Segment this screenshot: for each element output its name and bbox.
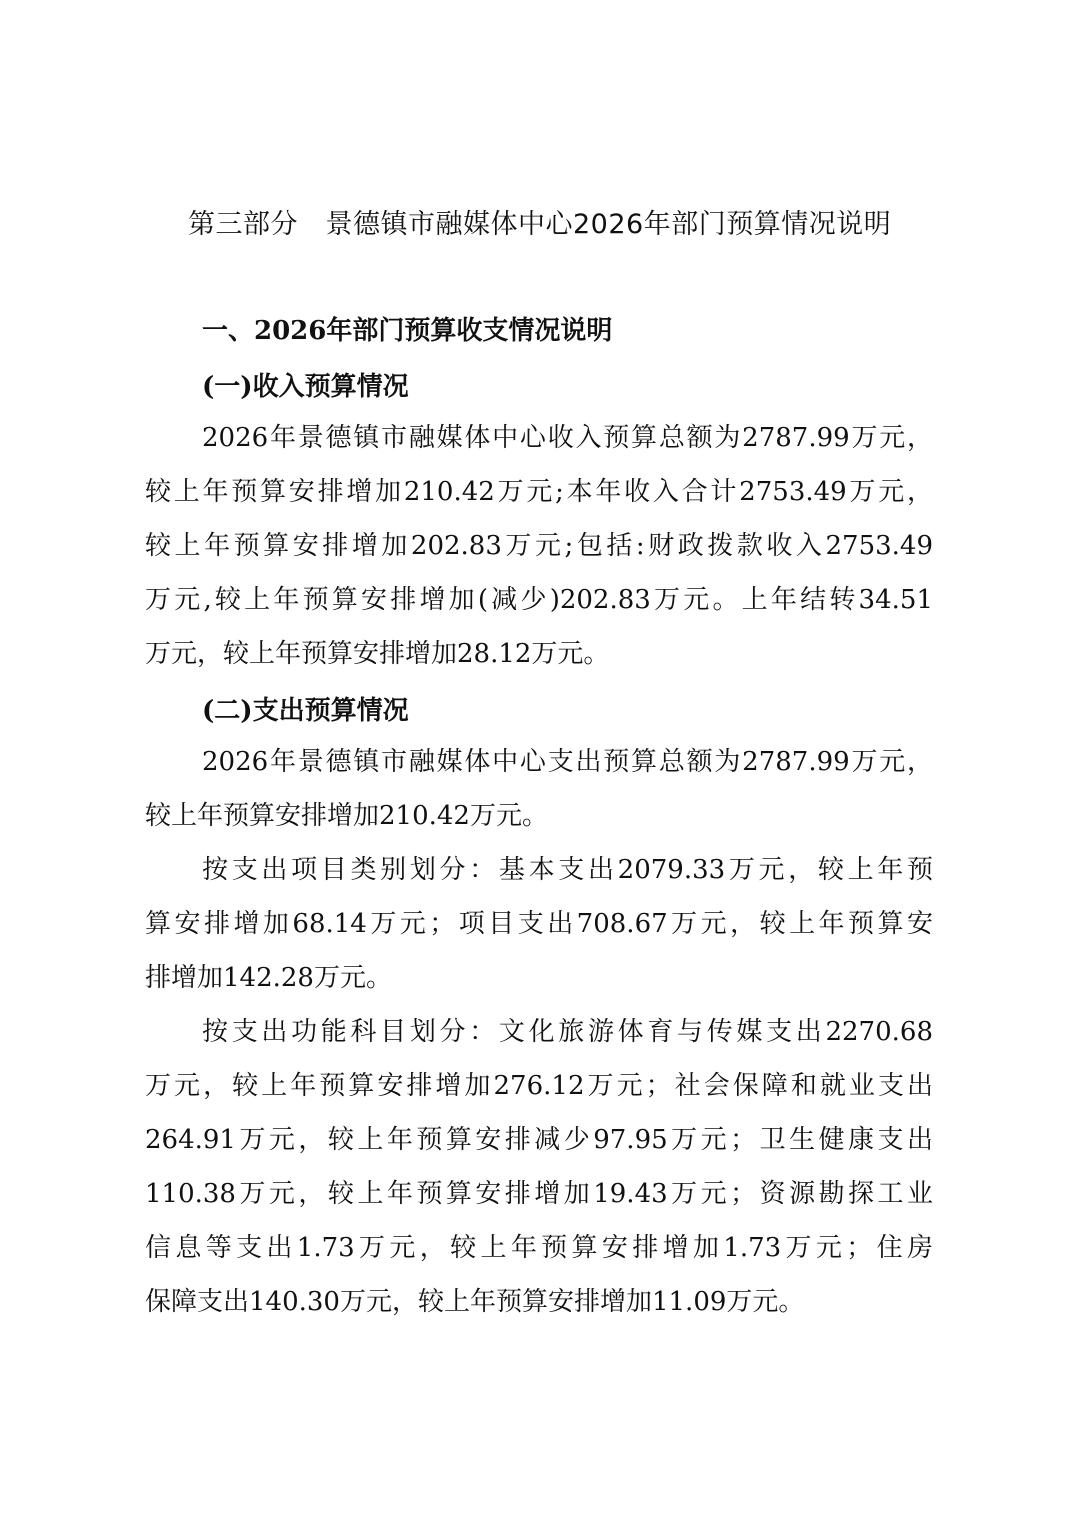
text-line: 110.38万元，较上年预算安排增加19.43万元；资源勘探工业: [145, 1179, 933, 1209]
subheading-expense: (二)支出预算情况: [202, 696, 409, 726]
page-title: 第三部分 景德镇市融媒体中心2026年部门预算情况说明: [188, 209, 892, 240]
text-line: 较上年预算安排增加210.42万元;本年收入合计2753.49万元，: [145, 477, 933, 507]
subheading-income: (一)收入预算情况: [202, 372, 409, 402]
text-line: 2026年景德镇市融媒体中心收入预算总额为2787.99万元，: [202, 423, 933, 453]
text-line: 较上年预算安排增加210.42万元。: [145, 801, 548, 831]
text-line: 按支出功能科目划分：文化旅游体育与传媒支出2270.68: [202, 1017, 933, 1047]
text-line: 信息等支出1.73万元，较上年预算安排增加1.73万元；住房: [145, 1233, 933, 1263]
text-line: 万元，较上年预算安排增加276.12万元；社会保障和就业支出: [145, 1071, 933, 1101]
text-line: 万元,较上年预算安排增加(减少)202.83万元。上年结转34.51: [145, 585, 933, 615]
text-line: 较上年预算安排增加202.83万元;包括:财政拨款收入2753.49: [145, 531, 933, 561]
text-line: 算安排增加68.14万元；项目支出708.67万元，较上年预算安: [145, 909, 933, 939]
text-line: 排增加142.28万元。: [145, 963, 392, 993]
text-line: 2026年景德镇市融媒体中心支出预算总额为2787.99万元，: [202, 747, 933, 777]
text-line: 264.91万元，较上年预算安排减少97.95万元；卫生健康支出: [145, 1125, 933, 1155]
text-line: 按支出项目类别划分：基本支出2079.33万元，较上年预: [202, 855, 933, 885]
text-line: 保障支出140.30万元，较上年预算安排增加11.09万元。: [145, 1287, 805, 1317]
text-line: 万元，较上年预算安排增加28.12万元。: [145, 639, 610, 669]
section-heading: 一、2026年部门预算收支情况说明: [202, 316, 613, 346]
